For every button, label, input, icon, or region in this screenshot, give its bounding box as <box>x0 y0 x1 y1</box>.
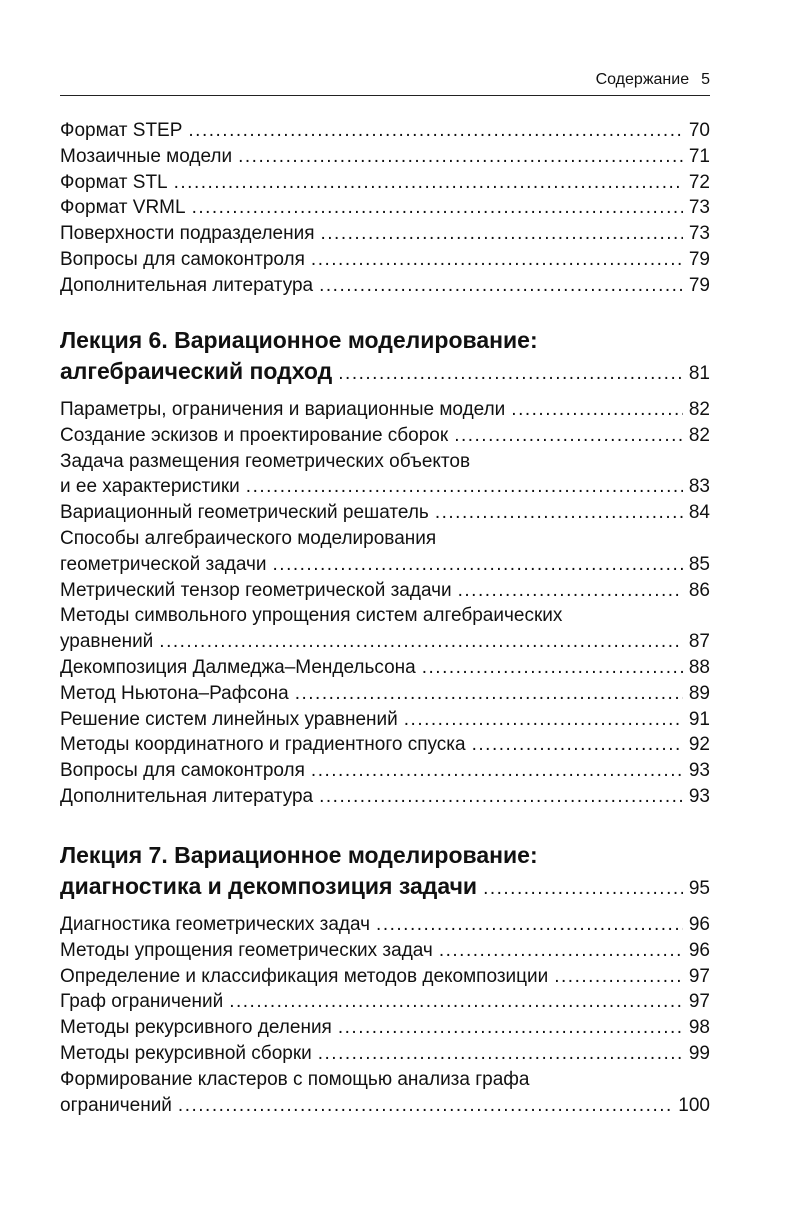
toc-entry-title: Вопросы для самоконтроля <box>60 760 305 782</box>
toc-entry-title: Дополнительная литература <box>60 274 314 296</box>
toc-entry-page: 91 <box>688 708 710 730</box>
toc-entry[interactable] <box>60 681 710 707</box>
leader-dots <box>246 474 683 500</box>
toc-entry[interactable] <box>60 578 710 604</box>
toc-entry-title-line-1: Задача размещения геометрических объектов <box>60 450 471 472</box>
leader-dots <box>376 912 683 938</box>
toc-entry-page: 88 <box>688 656 710 678</box>
toc-entry[interactable] <box>60 423 710 449</box>
toc-entry-page: 93 <box>688 785 710 807</box>
toc-entry-title: Формат STL <box>60 171 168 193</box>
toc-entry-title: Определение и классификация методов декомпозиции <box>60 965 549 987</box>
leader-dots <box>458 578 683 604</box>
leader-dots <box>238 144 683 170</box>
toc-entry-title: ограничений <box>60 1094 172 1116</box>
toc-entry-title: Формат STEP <box>60 120 183 141</box>
leader-dots <box>454 423 683 449</box>
leader-dots <box>404 707 683 733</box>
running-header <box>60 68 710 92</box>
toc-entry-title: Методы рекурсивной сборки <box>60 1042 312 1064</box>
lecture-6-page: 81 <box>688 363 710 384</box>
lecture-6-heading[interactable] <box>60 325 710 389</box>
toc-entry-title: уравнений <box>60 631 154 653</box>
toc-entry-page: 73 <box>688 197 710 219</box>
toc-entry[interactable] <box>60 989 710 1015</box>
toc-entry-title: и ее характеристики <box>60 476 240 498</box>
toc-entry-page: 89 <box>688 682 710 704</box>
lecture-6-title-line-1: Лекция 6. Вариационное моделирование: <box>60 327 538 353</box>
toc-entry[interactable] <box>60 247 710 273</box>
toc-entry[interactable] <box>60 221 710 247</box>
leader-dots <box>319 273 683 299</box>
toc-entry[interactable] <box>60 655 710 681</box>
toc-entry-page: 84 <box>688 502 710 524</box>
toc-entry[interactable] <box>60 732 710 758</box>
toc-entry-page: 70 <box>688 120 710 141</box>
toc-entry-title: Параметры, ограничения и вариационные модели <box>60 399 506 420</box>
toc-entry-page: 72 <box>688 171 710 193</box>
toc-entry-title: Формат VRML <box>60 197 186 219</box>
toc-entry <box>60 552 710 578</box>
toc-entry-page: 97 <box>688 991 710 1013</box>
leader-dots <box>318 1041 683 1067</box>
toc-entry-page: 93 <box>688 760 710 782</box>
leader-dots <box>422 655 683 681</box>
toc-entry-title: Создание эскизов и проектирование сборок <box>60 424 449 446</box>
toc-entry-title-line-1: Формирование кластеров с помощью анализа графа <box>60 1068 530 1090</box>
toc-entry-title: Методы координатного и градиентного спуска <box>60 734 466 756</box>
toc-entry-page: 83 <box>688 476 710 498</box>
header-rule <box>60 95 710 96</box>
toc-entry-page: 99 <box>688 1042 710 1064</box>
leader-dots <box>159 629 683 655</box>
toc-entry-title: Поверхности подразделения <box>60 223 315 245</box>
toc-entry[interactable] <box>60 195 710 221</box>
lecture-7-heading[interactable] <box>60 840 710 904</box>
leader-dots <box>321 221 683 247</box>
toc-entry <box>60 1093 710 1119</box>
toc-entry-page: 92 <box>688 734 710 756</box>
lecture-7-title-entry <box>60 871 710 904</box>
leader-dots <box>439 938 683 964</box>
toc-entry-page: 79 <box>688 274 710 296</box>
toc-entry[interactable] <box>60 938 710 964</box>
toc-section-1 <box>60 118 710 299</box>
leader-dots <box>174 170 683 196</box>
leader-dots <box>472 732 683 758</box>
lecture-7-title-line-1: Лекция 7. Вариационное моделирование: <box>60 842 538 868</box>
toc-entry[interactable] <box>60 144 710 170</box>
toc-entry-title: Вариационный геометрический решатель <box>60 502 429 524</box>
toc-section-lecture-7 <box>60 912 710 1118</box>
lecture-7-title-line-2: диагностика и декомпозиция задачи <box>60 873 478 899</box>
toc-entry-multiline[interactable] <box>60 526 710 578</box>
leader-dots <box>483 873 683 904</box>
toc-entry-page: 71 <box>688 145 710 167</box>
toc-entry-title: геометрической задачи <box>60 553 267 575</box>
toc-entry[interactable] <box>60 784 710 810</box>
toc-entry-page: 100 <box>678 1094 710 1116</box>
toc-entry-title: Методы упрощения геометрических задач <box>60 939 433 961</box>
lecture-6-title-line-2: алгебраический подход <box>60 358 333 384</box>
toc-entry[interactable] <box>60 758 710 784</box>
toc-entry-title: Вопросы для самоконтроля <box>60 248 305 270</box>
toc-entry-title: Решение систем линейных уравнений <box>60 708 398 730</box>
toc-entry[interactable] <box>60 912 710 938</box>
lecture-6-title-entry <box>60 356 710 389</box>
toc-entry-multiline[interactable] <box>60 603 710 655</box>
running-header-title: Содержание <box>595 71 690 88</box>
toc-entry-title-line-1: Методы символьного упрощения систем алгебраических <box>60 605 563 627</box>
toc-entry[interactable] <box>60 707 710 733</box>
leader-dots <box>338 1015 683 1041</box>
toc-entry-title: Граф ограничений <box>60 991 224 1013</box>
leader-dots <box>338 358 683 389</box>
leader-dots <box>273 552 683 578</box>
leader-dots <box>178 1093 672 1119</box>
toc-entry-page: 97 <box>688 965 710 987</box>
toc-entry[interactable] <box>60 1015 710 1041</box>
toc-entry-title: Дополнительная литература <box>60 785 314 807</box>
toc-entry[interactable] <box>60 118 710 144</box>
toc-entry-page: 73 <box>688 223 710 245</box>
toc-entry-page: 98 <box>688 1017 710 1039</box>
toc-entry[interactable] <box>60 170 710 196</box>
leader-dots <box>311 247 683 273</box>
toc-entry-title: Мозаичные модели <box>60 145 233 167</box>
toc-entry-title-line-1: Способы алгебраического моделирования <box>60 527 437 549</box>
toc-entry <box>60 629 710 655</box>
toc-entry-page: 87 <box>688 631 710 653</box>
leader-dots <box>229 989 683 1015</box>
toc-section-lecture-6 <box>60 397 710 810</box>
leader-dots <box>435 500 683 526</box>
toc-entry-page: 96 <box>688 939 710 961</box>
toc-entry[interactable] <box>60 964 710 990</box>
leader-dots <box>554 964 683 990</box>
toc-entry-page: 96 <box>688 914 710 935</box>
toc-entry-page: 82 <box>688 399 710 420</box>
toc-entry-page: 82 <box>688 424 710 446</box>
toc-entry <box>60 474 710 500</box>
leader-dots <box>319 784 683 810</box>
toc-entry-title: Декомпозиция Далмеджа–Мендельсона <box>60 656 416 678</box>
toc-entry-page: 85 <box>688 553 710 575</box>
toc-entry[interactable] <box>60 273 710 299</box>
toc-entry-title: Диагностика геометрических задач <box>60 914 371 935</box>
lecture-7-page: 95 <box>688 878 710 899</box>
toc-entry[interactable] <box>60 397 710 423</box>
toc-entry-title: Методы рекурсивного деления <box>60 1017 332 1039</box>
toc-entry-title: Метрический тензор геометрической задачи <box>60 579 452 601</box>
page-number: 5 <box>701 71 710 88</box>
leader-dots <box>311 758 683 784</box>
toc-entry-multiline[interactable] <box>60 449 710 501</box>
toc-entry-title: Метод Ньютона–Рафсона <box>60 682 289 704</box>
leader-dots <box>295 681 683 707</box>
toc-entry-multiline[interactable] <box>60 1067 710 1119</box>
leader-dots <box>192 195 683 221</box>
toc-entry-page: 79 <box>688 248 710 270</box>
toc-entry-page: 86 <box>688 579 710 601</box>
toc-entry[interactable] <box>60 1041 710 1067</box>
toc-entry[interactable] <box>60 500 710 526</box>
leader-dots <box>511 397 683 423</box>
leader-dots <box>188 118 682 144</box>
